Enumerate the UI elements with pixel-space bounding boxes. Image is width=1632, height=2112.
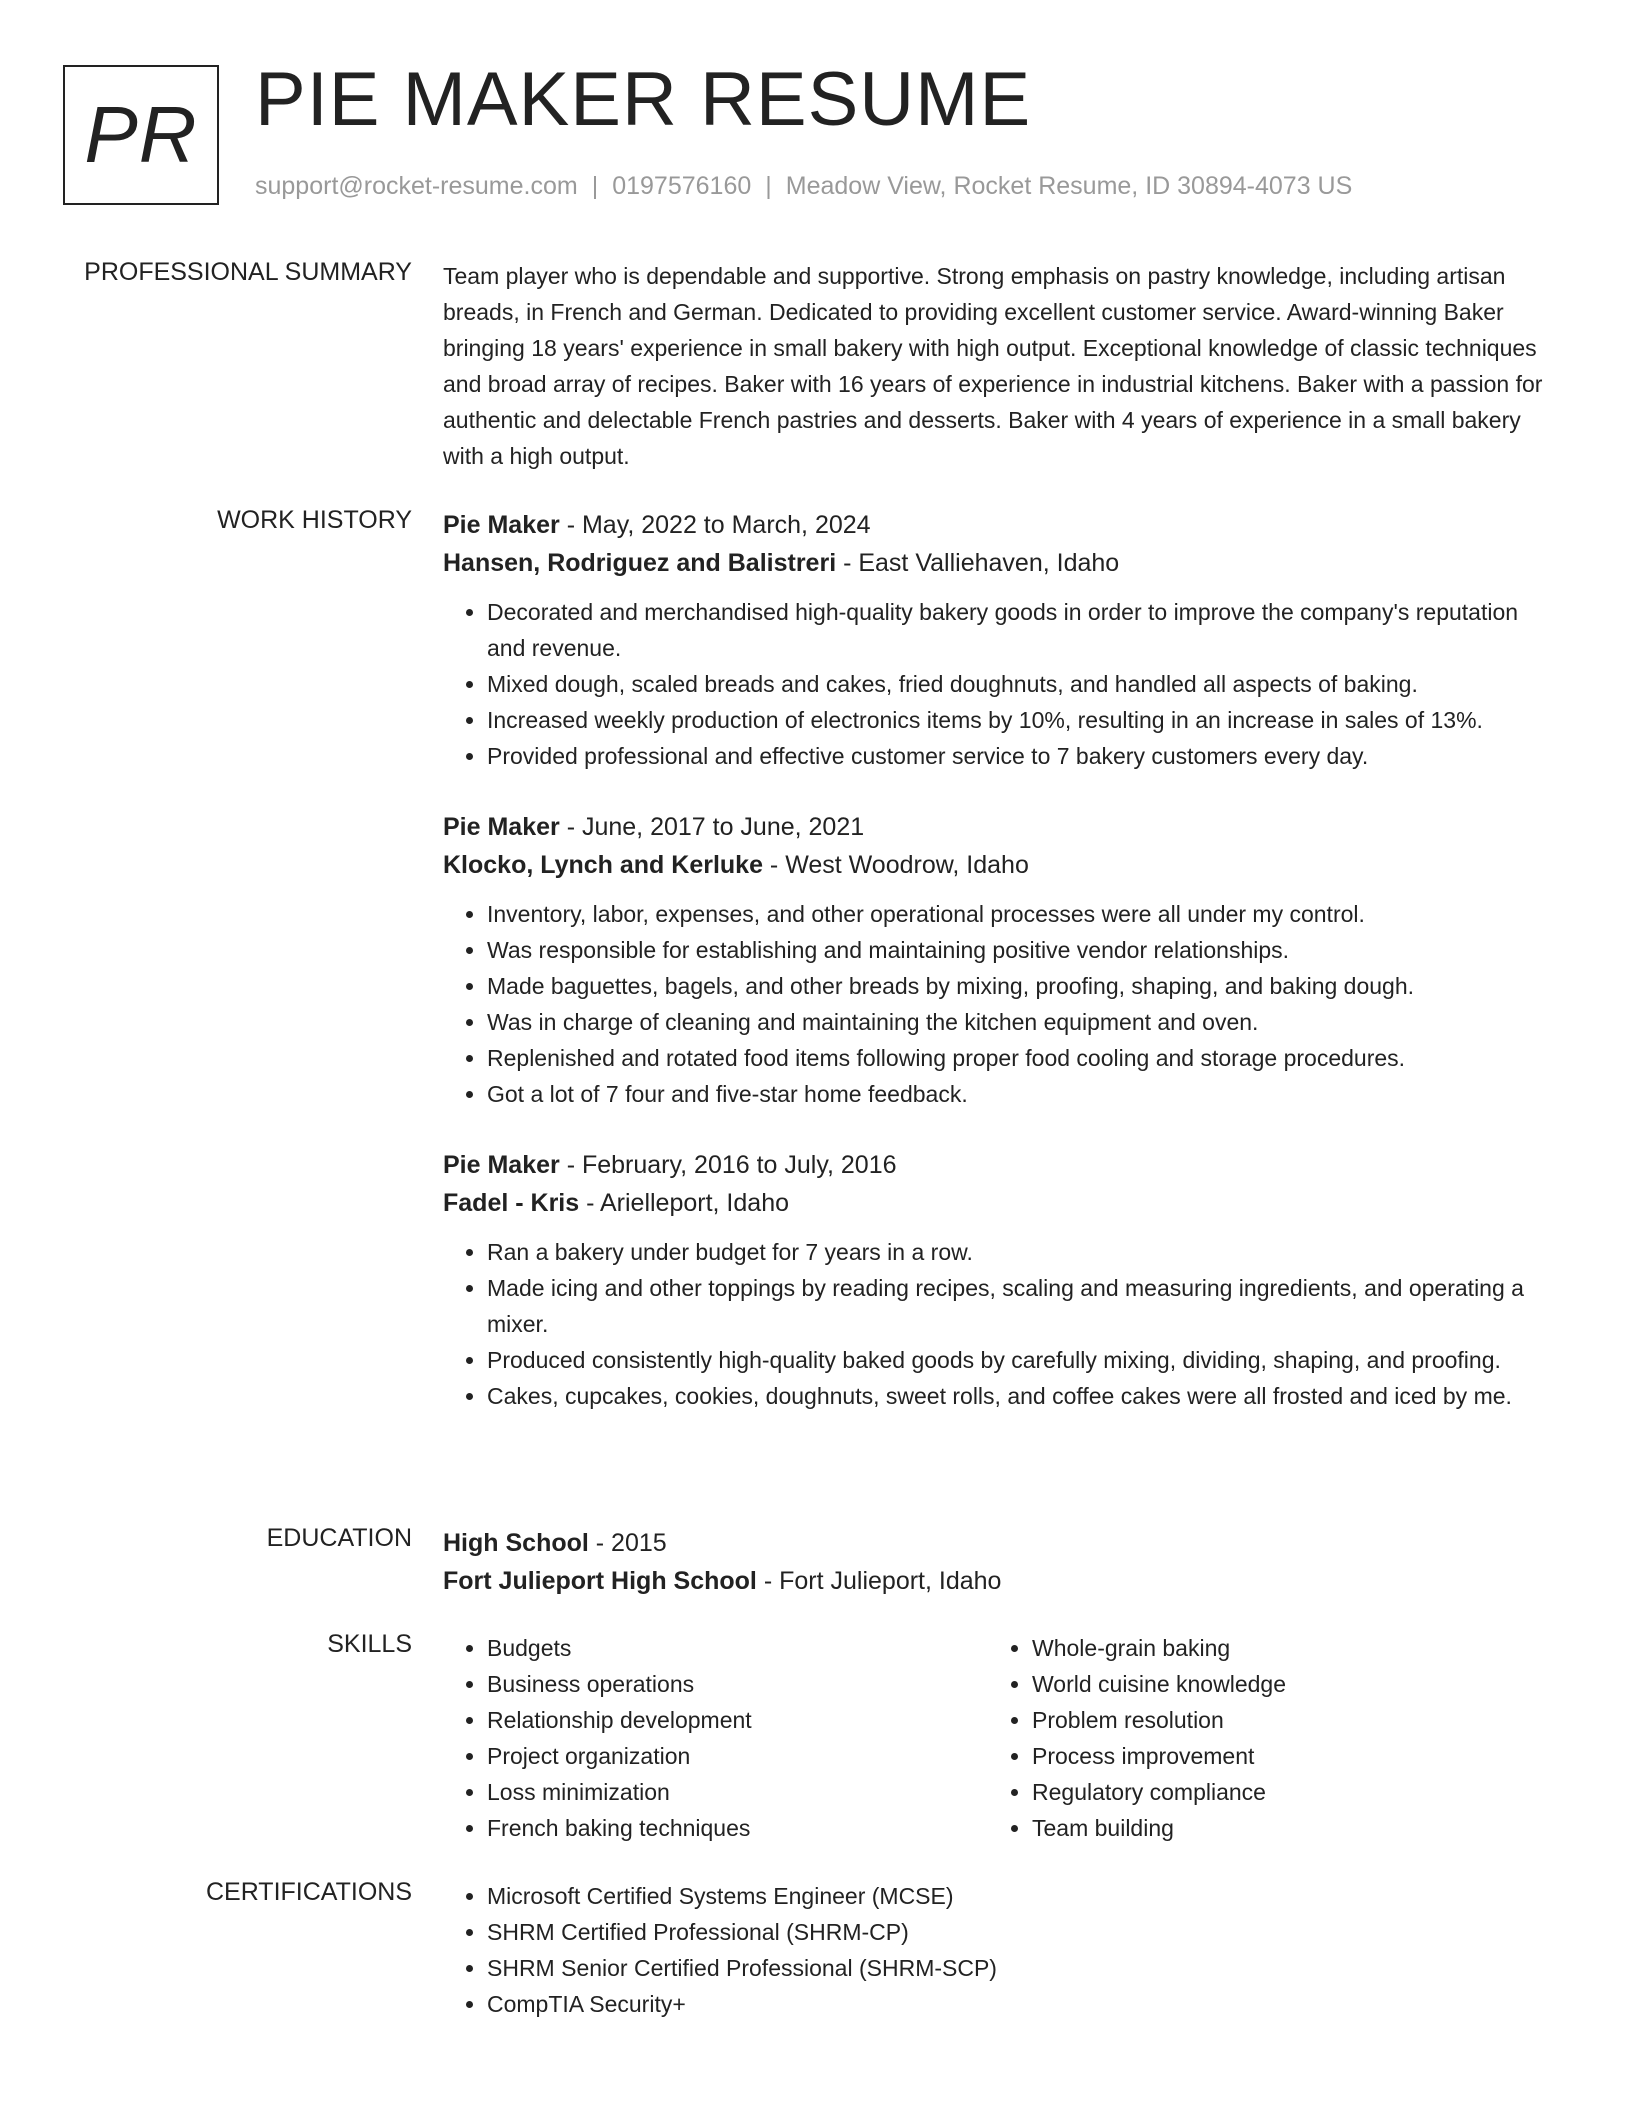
- job-title-line: [443, 1146, 1553, 1184]
- contact-line: [255, 172, 1352, 201]
- skills-list: [443, 1630, 988, 1846]
- job-bullets: [443, 594, 1553, 774]
- summary-text: Team player who is dependable and supportive. Strong emphasis on pastry knowledge, including artisan breads, in French and German. Dedicated to providing excellent customer service. Award-winning Baker bringing 18 years' experience in small bakery with high output. Exceptional knowledge of classic techniques and broad array of recipes. Baker with 16 years of experience in industrial kitchens. Baker with a passion for authentic and delectable French pastries and desserts. Baker with 4 years of experience in a small bakery with a high output.: [443, 263, 1543, 469]
- job-entry: [443, 808, 1553, 1112]
- education-degree-line: [443, 1524, 1553, 1562]
- list-item: • French baking techniques: [487, 1810, 988, 1846]
- job-title: Pie Maker: [443, 1151, 560, 1179]
- list-item: • Microsoft Certified Systems Engineer (MCSE): [487, 1878, 1553, 1914]
- job-location: - Arielleport, Idaho: [579, 1189, 789, 1217]
- job-company-line: [443, 1184, 1553, 1222]
- education-school-line: [443, 1562, 1553, 1600]
- summary-body: [443, 258, 1553, 474]
- list-item: • Made baguettes, bagels, and other breads by mixing, proofing, shaping, and baking dough.: [487, 968, 1553, 1004]
- list-item: • SHRM Senior Certified Professional (SHRM-SCP): [487, 1950, 1553, 1986]
- list-item: • Was responsible for establishing and maintaining positive vendor relationships.: [487, 932, 1553, 968]
- list-item: • Provided professional and effective customer service to 7 bakery customers every day.: [487, 738, 1553, 774]
- monogram-logo: [63, 65, 219, 205]
- list-item: • Relationship development: [487, 1702, 988, 1738]
- job-company-line: [443, 544, 1553, 582]
- job-entry: [443, 506, 1553, 774]
- job-dates: - June, 2017 to June, 2021: [559, 813, 865, 841]
- list-item: • Produced consistently high-quality baked goods by carefully mixing, dividing, shaping, and proofing.: [487, 1342, 1553, 1378]
- job-location: - East Valliehaven, Idaho: [836, 549, 1120, 577]
- job-location: - West Woodrow, Idaho: [762, 851, 1029, 879]
- list-item: • Decorated and merchandised high-quality bakery goods in order to improve the company's reputation and revenue.: [487, 594, 1553, 666]
- summary-heading: PROFESSIONAL SUMMARY: [84, 258, 412, 286]
- work-history-body: [443, 506, 1553, 1448]
- list-item: • Made icing and other toppings by reading recipes, scaling and measuring ingredients, and operating a mixer.: [487, 1270, 1553, 1342]
- contact-email[interactable]: support@rocket-resume.com: [255, 172, 578, 200]
- skills-list: [988, 1630, 1533, 1846]
- list-item: • Team building: [1032, 1810, 1533, 1846]
- list-item: • Project organization: [487, 1738, 988, 1774]
- job-title-line: [443, 808, 1553, 846]
- job-title-line: [443, 506, 1553, 544]
- list-item: • Got a lot of 7 four and five-star home feedback.: [487, 1076, 1553, 1112]
- job-title: Pie Maker: [443, 813, 560, 841]
- list-item: • Process improvement: [1032, 1738, 1533, 1774]
- education-heading: EDUCATION: [266, 1524, 412, 1552]
- contact-separator: |: [591, 172, 599, 200]
- list-item: • Inventory, labor, expenses, and other operational processes were all under my control.: [487, 896, 1553, 932]
- monogram-text: PR: [84, 90, 198, 179]
- list-item: • Was in charge of cleaning and maintaining the kitchen equipment and oven.: [487, 1004, 1553, 1040]
- job-company-line: [443, 846, 1553, 884]
- list-item: • Regulatory compliance: [1032, 1774, 1533, 1810]
- education-degree: High School: [443, 1529, 589, 1557]
- job-company: Hansen, Rodriguez and Balistreri: [443, 549, 837, 577]
- certifications-body: [443, 1878, 1553, 2022]
- work-history-heading: WORK HISTORY: [217, 506, 412, 534]
- job-title: Pie Maker: [443, 511, 560, 539]
- job-bullets: [443, 1234, 1553, 1414]
- list-item: • Ran a bakery under budget for 7 years in a row.: [487, 1234, 1553, 1270]
- education-body: [443, 1524, 1553, 1600]
- contact-separator: |: [765, 172, 772, 200]
- list-item: • Loss minimization: [487, 1774, 988, 1810]
- list-item: • Increased weekly production of electronics items by 10%, resulting in an increase in sales of 13%.: [487, 702, 1553, 738]
- list-item: • SHRM Certified Professional (SHRM-CP): [487, 1914, 1553, 1950]
- skills-column-left: [443, 1630, 988, 1846]
- education-location: - Fort Julieport, Idaho: [756, 1567, 1002, 1595]
- list-item: • Problem resolution: [1032, 1702, 1533, 1738]
- list-item: • CompTIA Security+: [487, 1986, 1553, 2022]
- list-item: • Mixed dough, scaled breads and cakes, fried doughnuts, and handled all aspects of baking.: [487, 666, 1553, 702]
- list-item: • World cuisine knowledge: [1032, 1666, 1533, 1702]
- list-item: • Budgets: [487, 1630, 988, 1666]
- education-school: Fort Julieport High School: [443, 1567, 757, 1595]
- skills-column-right: [988, 1630, 1533, 1846]
- contact-address: Meadow View, Rocket Resume, ID 30894-4073 US: [785, 172, 1353, 200]
- list-item: • Replenished and rotated food items following proper food cooling and storage procedures.: [487, 1040, 1553, 1076]
- job-dates: - February, 2016 to July, 2016: [559, 1151, 897, 1179]
- education-year: - 2015: [588, 1529, 667, 1557]
- list-item: • Business operations: [487, 1666, 988, 1702]
- job-dates: - May, 2022 to March, 2024: [559, 511, 871, 539]
- certifications-heading: CERTIFICATIONS: [205, 1878, 412, 1906]
- contact-phone[interactable]: 0197576160: [612, 172, 752, 200]
- skills-body: [443, 1630, 1553, 1846]
- job-company: Fadel - Kris: [443, 1189, 580, 1217]
- list-item: • Cakes, cupcakes, cookies, doughnuts, sweet rolls, and coffee cakes were all frosted and iced by me.: [487, 1378, 1553, 1414]
- job-bullets: [443, 896, 1553, 1112]
- list-item: • Whole-grain baking: [1032, 1630, 1533, 1666]
- page-title: PIE MAKER RESUME: [255, 57, 1032, 142]
- job-company: Klocko, Lynch and Kerluke: [443, 851, 763, 879]
- skills-grid: [443, 1630, 1553, 1846]
- certifications-list: [443, 1878, 1553, 2022]
- job-entry: [443, 1146, 1553, 1414]
- skills-heading: SKILLS: [327, 1630, 412, 1658]
